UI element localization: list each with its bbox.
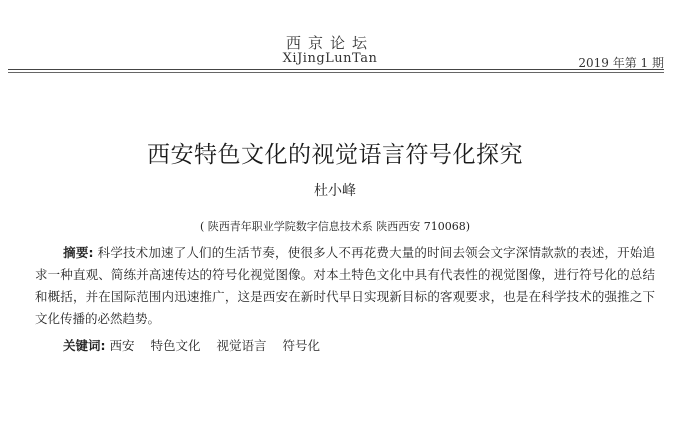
abstract-paragraph bbox=[35, 242, 655, 330]
abstract-label: 摘要: bbox=[63, 245, 94, 260]
issue-label: 2019 年第 1 期 bbox=[578, 56, 664, 70]
abstract-text: 科学技术加速了人们的生活节奏，使很多人不再花费大量的时间去领会文字深情款款的表述，开始追求一种直观、简练并高速传达的符号化视觉图像。对本土特色文化中具有代表性的视觉图像，进行符号化的总结和概括，并在国际范围内迅速推广，这是西安在新时代早日实现新目标的客观要求，也是在科学技术的强推之下文化传播的必然趋势。 bbox=[35, 245, 655, 326]
article-title: 西安特色文化的视觉语言符号化探究 bbox=[147, 142, 523, 168]
keyword: 符号化 bbox=[282, 338, 320, 353]
keyword: 西安 bbox=[109, 338, 135, 353]
author-affiliation: ( 陕西青年职业学院数字信息技术系 陕西西安 710068) bbox=[199, 220, 471, 233]
header-rule-thin bbox=[8, 72, 664, 73]
keywords-line bbox=[63, 336, 653, 354]
keyword: 视觉语言 bbox=[216, 338, 267, 353]
journal-name: 西京论坛 bbox=[285, 34, 374, 52]
header-rule-thick bbox=[8, 69, 664, 70]
keyword: 特色文化 bbox=[150, 338, 201, 353]
author-name: 杜小峰 bbox=[314, 183, 356, 199]
keywords-label: 关键词: bbox=[63, 338, 106, 353]
journal-roman-name: XiJingLunTan bbox=[282, 51, 378, 66]
